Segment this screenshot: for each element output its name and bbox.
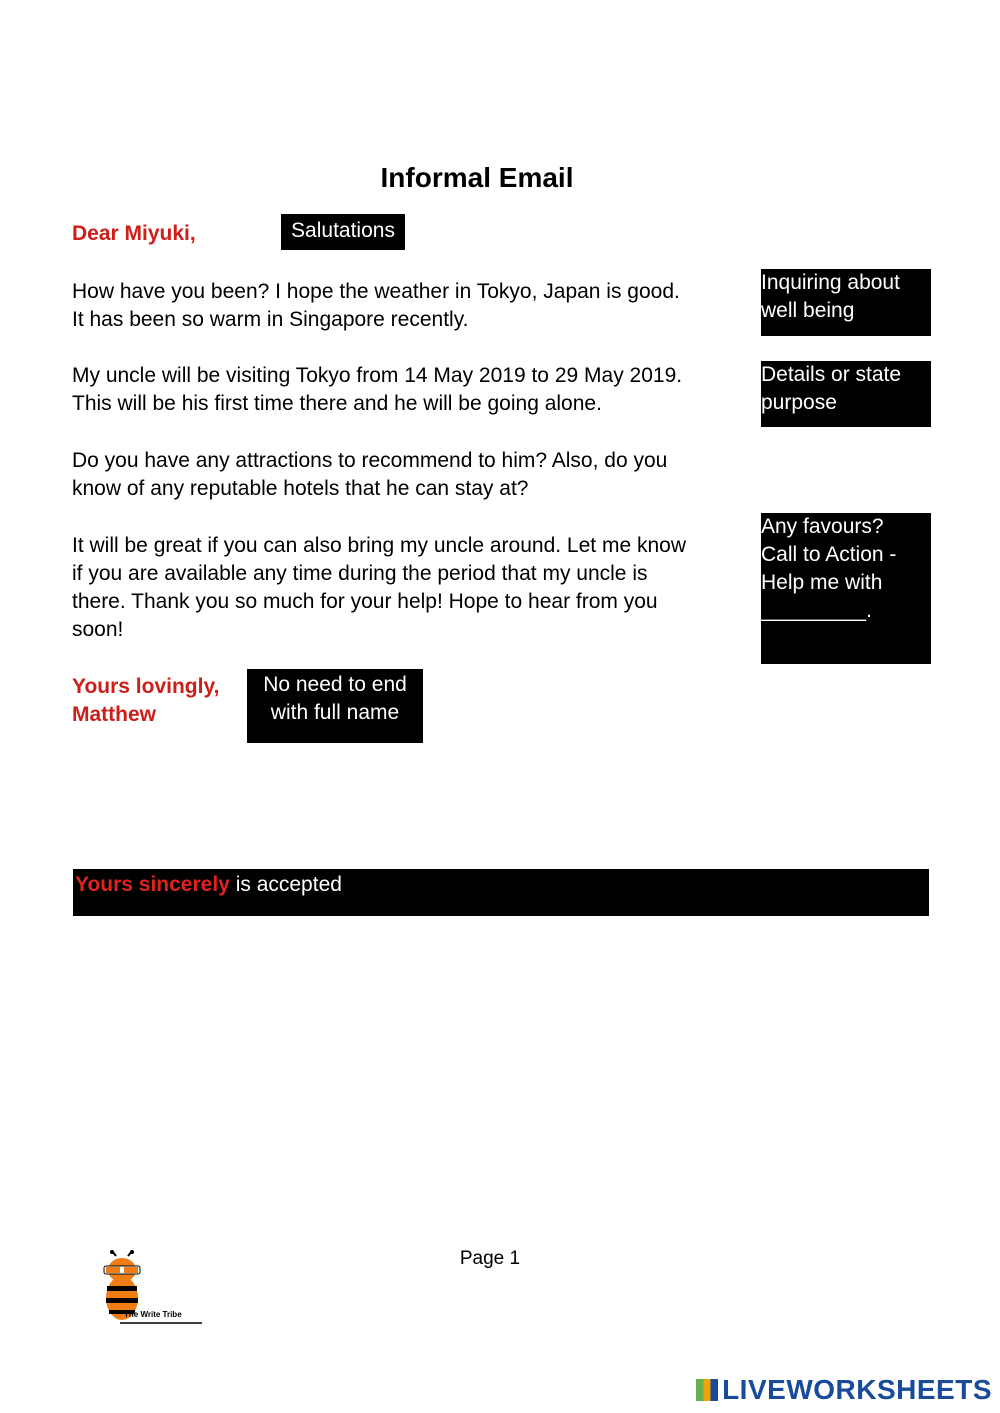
- no-full-name-line: with full name: [270, 701, 400, 724]
- no-full-name-label: [247, 669, 423, 743]
- note-highlight: Yours sincerely: [75, 873, 230, 896]
- logo-text: The Write Tribe: [124, 1310, 182, 1319]
- note-bar: [73, 869, 929, 916]
- paragraph-line: It will be great if you can also bring my uncle around. Let me know: [72, 534, 686, 557]
- paragraph-line: Do you have any attractions to recommend to him? Also, do you: [72, 449, 668, 472]
- paragraph-line: This will be his first time there and he will be going alone.: [72, 392, 602, 415]
- favours-label: [761, 513, 931, 664]
- brand-text: LIVEWORKSHEETS: [722, 1374, 992, 1405]
- closing: [72, 673, 219, 729]
- no-full-name-line: No need to end: [263, 673, 407, 696]
- page-number: Page 1: [459, 1248, 521, 1269]
- favours-label-line: Any favours?: [761, 515, 884, 538]
- salutations-label: [281, 214, 405, 250]
- favours-label-line: Call to Action -: [761, 543, 897, 566]
- paragraph-call-to-action: [72, 532, 762, 644]
- paragraph-line: My uncle will be visiting Tokyo from 14 May 2019 to 29 May 2019.: [72, 364, 683, 387]
- paragraph-wellbeing: [72, 278, 762, 334]
- paragraph-line: if you are available any time during the period that my uncle is: [72, 562, 648, 585]
- closing-signature: Matthew: [72, 703, 156, 726]
- details-label-text: Details or state purpose: [761, 363, 902, 414]
- paragraph-line: It has been so warm in Singapore recently.: [72, 308, 469, 331]
- inquiring-label-text: Inquiring about well being: [761, 271, 900, 322]
- liveworksheets-logo-icon: [696, 1379, 718, 1401]
- closing-line: Yours lovingly,: [72, 675, 220, 698]
- paragraph-purpose: [72, 362, 762, 418]
- paragraph-line: there. Thank you so much for your help! Hope to hear from you: [72, 590, 658, 613]
- inquiring-label: [761, 269, 931, 336]
- salutations-label-text: Salutations: [291, 219, 395, 242]
- note-rest: is accepted: [229, 873, 342, 896]
- salutation: Dear Miyuki,: [72, 222, 196, 245]
- details-label: [761, 361, 931, 427]
- favours-label-line: Help me with: [761, 571, 883, 594]
- liveworksheets-brand[interactable]: [696, 1374, 992, 1406]
- paragraph-line: How have you been? I hope the weather in Tokyo, Japan is good.: [72, 280, 680, 303]
- page-title: Informal Email: [380, 162, 574, 193]
- favours-label-line: _________.: [761, 599, 872, 622]
- paragraph-line: know of any reputable hotels that he can stay at?: [72, 477, 529, 500]
- paragraph-line: soon!: [72, 618, 124, 641]
- write-tribe-logo: [98, 1250, 208, 1330]
- paragraph-request: [72, 447, 762, 503]
